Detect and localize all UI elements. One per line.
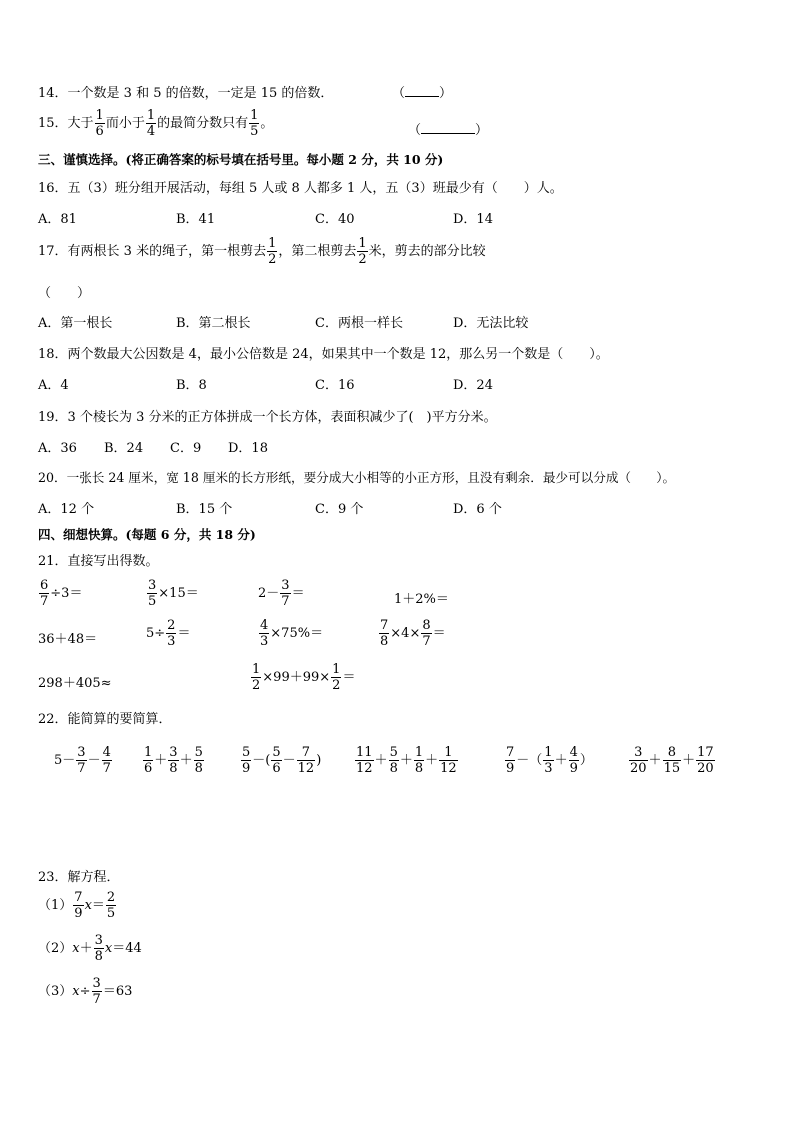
question-17-answer-blank[interactable]: （ ）: [38, 286, 91, 301]
question-15-answer-blank[interactable]: （ ）: [408, 123, 489, 138]
q17-option-c[interactable]: C．两根一样长: [315, 316, 403, 331]
q21-expr-6: 5÷ $\frac{2}{3}$ ＝: [146, 618, 191, 649]
q19-option-b[interactable]: B．24: [104, 441, 144, 456]
question-14-text: 14．一个数是 3 和 5 的倍数，一定是 15 的倍数．: [38, 86, 334, 101]
q16-option-a[interactable]: A．81: [38, 212, 77, 227]
q21-expr-1: $\frac{6}{7}$ ÷3＝: [40, 578, 83, 609]
q21-expr-9: 298＋405≈: [38, 676, 112, 691]
question-15: 15．大于 $\frac{1}{6}$ 而小于 $\frac{1}{4}$ 的最简分数只有 $\frac{1}{5}$ 。: [38, 108, 274, 139]
q16-option-b[interactable]: B．41: [176, 212, 216, 227]
q16-option-d[interactable]: D．14: [453, 212, 493, 227]
question-17: 17．有两根长 3 米的绳子，第一根剪去 $\frac{1}{2}$ ，第二根剪去 $\frac{1}{2}$ 米，剪去的部分比较: [38, 236, 486, 267]
q23-equation-2: （2）x＋ $\frac{3}{8}$ x＝44: [38, 933, 142, 964]
question-18: 18．两个数最大公因数是 4，最小公倍数是 24，如果其中一个数是 12，那么另一个数是（ ）。: [38, 347, 609, 362]
q20-option-c[interactable]: C．9 个: [315, 502, 364, 517]
q18-option-c[interactable]: C．16: [315, 378, 355, 393]
q21-expr-2: $\frac{3}{5}$ ×15＝: [148, 578, 199, 609]
q17-option-a[interactable]: A．第一根长: [38, 316, 113, 331]
q22-expr-2: $\frac{1}{6}$ ＋ $\frac{3}{8}$ ＋ $\frac{5}{8}$: [144, 745, 203, 776]
question-20: 20．一张长 24 厘米，宽 18 厘米的长方形纸，要分成大小相等的小正方形，且没有剩余．最少可以分成（ ）。: [38, 470, 676, 485]
q21-expr-3: 2－ $\frac{3}{7}$ ＝: [258, 578, 305, 609]
q22-expr-1: 5－ $\frac{3}{7}$ － $\frac{4}{7}$: [54, 745, 111, 776]
fraction: $\frac{1}{2}$: [358, 236, 367, 267]
q18-option-b[interactable]: B．8: [176, 378, 207, 393]
q21-expr-8: $\frac{7}{8}$ ×4× $\frac{8}{7}$ ＝: [380, 618, 446, 649]
q16-option-c[interactable]: C．40: [315, 212, 355, 227]
fraction: $\frac{1}{2}$: [268, 236, 277, 267]
q18-option-a[interactable]: A．4: [38, 378, 69, 393]
q22-expr-4: $\frac{11}{12}$ ＋ $\frac{5}{8}$ ＋ $\frac{1}{8}$ ＋ $\frac{1}{12}$: [356, 745, 457, 776]
q17-option-b[interactable]: B．第二根长: [176, 316, 251, 331]
q19-option-d[interactable]: D．18: [228, 441, 268, 456]
q22-expr-6: $\frac{3}{20}$ ＋ $\frac{8}{15}$ ＋ $\frac{17}{20}$: [630, 745, 714, 776]
question-14: [38, 82, 333, 101]
q20-option-b[interactable]: B．15 个: [176, 502, 233, 517]
fraction: $\frac{1}{5}$: [250, 108, 259, 139]
q22-expr-5: $\frac{7}{9}$ －（ $\frac{1}{3}$ ＋ $\frac{4}{9}$ ）: [506, 745, 593, 776]
q21-expr-10: $\frac{1}{2}$ ×99＋99× $\frac{1}{2}$ ＝: [252, 662, 356, 693]
question-19: 19．3 个棱长为 3 分米的正方体拼成一个长方体，表面积减少了( )平方分米。: [38, 410, 497, 425]
q23-equation-1: （1） $\frac{7}{9}$ x＝ $\frac{2}{5}$: [38, 890, 116, 921]
fraction: $\frac{1}{4}$: [146, 108, 156, 139]
q20-option-d[interactable]: D．6 个: [453, 502, 502, 517]
fraction: $\frac{1}{6}$: [95, 108, 104, 139]
section-3-heading: 三、谨慎选择。(将正确答案的标号填在括号里。每小题 2 分，共 10 分): [38, 152, 444, 167]
q21-expr-7: $\frac{4}{3}$ ×75%＝: [260, 618, 324, 649]
q21-expr-4: 1＋2%＝: [394, 592, 449, 607]
question-22-label: 22．能简算的要简算．: [38, 712, 172, 727]
q23-equation-3: （3）x÷ $\frac{3}{7}$ ＝63: [38, 976, 133, 1007]
q19-option-c[interactable]: C．9: [170, 441, 202, 456]
question-23-label: 23．解方程．: [38, 870, 120, 885]
q22-expr-3: $\frac{5}{9}$ －( $\frac{5}{6}$ － $\frac{7}{12}$ ): [242, 745, 322, 776]
q17-option-d[interactable]: D．无法比较: [453, 316, 529, 331]
question-21-label: 21．直接写出得数。: [38, 554, 159, 569]
q21-expr-5: 36＋48＝: [38, 632, 98, 647]
q19-option-a[interactable]: A．36: [38, 441, 77, 456]
q20-option-a[interactable]: A．12 个: [38, 502, 95, 517]
section-4-heading: 四、细想快算。(每题 6 分，共 18 分): [38, 527, 256, 542]
question-16: 16．五（3）班分组开展活动，每组 5 人或 8 人都多 1 人，五（3）班最少有（ ）人。: [38, 181, 563, 196]
q18-option-d[interactable]: D．24: [453, 378, 493, 393]
question-14-answer-blank[interactable]: （ ）: [392, 86, 453, 101]
